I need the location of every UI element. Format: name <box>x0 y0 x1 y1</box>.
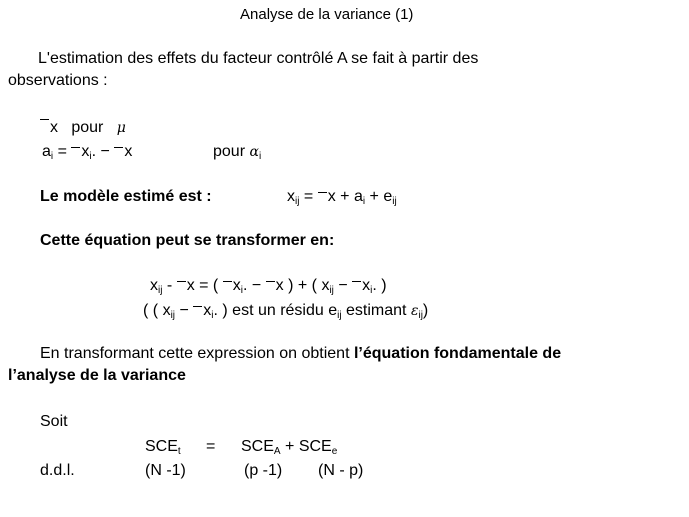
ddl-residual: (N - p) <box>318 462 364 479</box>
pour-alpha <box>213 143 261 161</box>
sce-equals: = <box>206 438 216 455</box>
dot-close: . ) <box>372 277 387 294</box>
estimant-word: estimant <box>346 302 407 319</box>
x-symbol: x <box>186 277 195 294</box>
plus-sign: + <box>285 438 295 455</box>
fundamental-bold-text: l’équation fondamentale de <box>353 345 562 362</box>
dot: . <box>242 277 248 294</box>
mean-bar <box>266 281 275 282</box>
plus-sign: + <box>340 188 350 205</box>
equals-sign: = <box>57 143 67 160</box>
subscript-ij: ij <box>158 285 163 296</box>
x-symbol: x <box>232 277 241 294</box>
equals-paren: = ( <box>199 277 219 294</box>
dot: . <box>91 143 97 160</box>
soit-label: Soit <box>40 413 68 430</box>
fundamental-plain-text: En transformant cette expression on obtient <box>40 345 354 362</box>
minus-sign: − <box>179 302 189 319</box>
a-symbol: a <box>353 188 363 205</box>
paren-plus-paren: ) + ( <box>288 277 317 294</box>
ddl-total: (N -1) <box>145 462 186 479</box>
ddl-label: d.d.l. <box>40 462 75 479</box>
subscript-e: e <box>331 446 338 457</box>
residual-text: . ) est un résidu e <box>213 302 338 319</box>
mean-bar <box>71 147 80 148</box>
subscript-ij: ij <box>295 196 300 207</box>
x-symbol: x <box>321 277 330 294</box>
subscript-i: i <box>362 196 366 207</box>
intro-line-1: L'estimation des effets du facteur contrôlé A se fait à partir des <box>38 50 479 67</box>
subscript-ij: ij <box>337 310 342 321</box>
model-equation <box>287 188 397 206</box>
sce-equation <box>145 438 181 456</box>
mean-bar <box>40 119 49 120</box>
mu-symbol: μ <box>116 120 126 136</box>
x-symbol: x <box>162 302 171 319</box>
open-parens: ( ( <box>143 302 159 319</box>
pour-word: pour <box>71 119 104 136</box>
mean-bar <box>318 192 327 193</box>
x-symbol: x <box>150 277 158 294</box>
transform-label: Cette équation peut se transformer en: <box>40 232 335 249</box>
e-symbol: e <box>383 188 393 205</box>
intro-line-2: observations : <box>8 72 108 89</box>
subscript-ij: ij <box>392 196 397 207</box>
subscript-ij: ij <box>329 285 334 296</box>
x-symbol: x <box>81 143 90 160</box>
sce-symbol: SCE <box>241 438 274 455</box>
subscript-t: t <box>177 446 181 457</box>
estimate-alpha-line <box>42 143 132 161</box>
subscript-i: i <box>211 310 214 321</box>
subscript-i: i <box>370 285 373 296</box>
page-title: Analyse de la variance (1) <box>240 6 414 23</box>
alpha-symbol: α <box>249 144 259 160</box>
minus-sign: − <box>338 277 348 294</box>
epsilon-symbol: ε <box>410 303 419 319</box>
estimate-mu-line <box>40 119 126 137</box>
subscript-ij: ij <box>418 310 423 321</box>
residual-line <box>143 302 428 320</box>
minus-sign: − <box>251 277 262 294</box>
minus-sign: − <box>100 143 110 160</box>
x-symbol: x <box>203 302 212 319</box>
subscript-i: i <box>89 151 92 162</box>
mean-bar <box>223 281 232 282</box>
model-label: Le modèle estimé est : <box>40 188 212 205</box>
x-symbol: x <box>362 277 371 294</box>
fundamental-line-2: l’analyse de la variance <box>8 367 186 384</box>
sce-a-term <box>241 438 337 456</box>
mean-bar <box>177 281 186 282</box>
close-paren: ) <box>422 302 429 319</box>
subscript-ij: ij <box>170 310 176 321</box>
x-symbol: x <box>287 188 295 205</box>
sce-symbol: SCE <box>298 438 332 455</box>
ddl-factor: (p -1) <box>244 462 283 479</box>
minus-sign: - <box>166 277 173 294</box>
subscript-i: i <box>50 151 54 162</box>
x-symbol: x <box>275 277 284 294</box>
x-symbol: x <box>124 143 133 160</box>
mean-bar <box>193 306 202 307</box>
x-symbol: x <box>50 119 58 136</box>
sce-symbol: SCE <box>145 438 178 455</box>
mean-bar <box>114 147 123 148</box>
x-symbol: x <box>327 188 336 205</box>
decomposition-equation <box>150 277 387 295</box>
fundamental-line-1 <box>40 345 561 363</box>
subscript-a: A <box>273 446 281 457</box>
pour-word: pour <box>213 143 246 160</box>
equals-sign: = <box>303 188 314 205</box>
mean-bar <box>352 281 361 282</box>
subscript-i: i <box>258 151 262 162</box>
a-symbol: a <box>42 143 51 160</box>
plus-sign: + <box>369 188 379 205</box>
subscript-i: i <box>240 285 243 296</box>
